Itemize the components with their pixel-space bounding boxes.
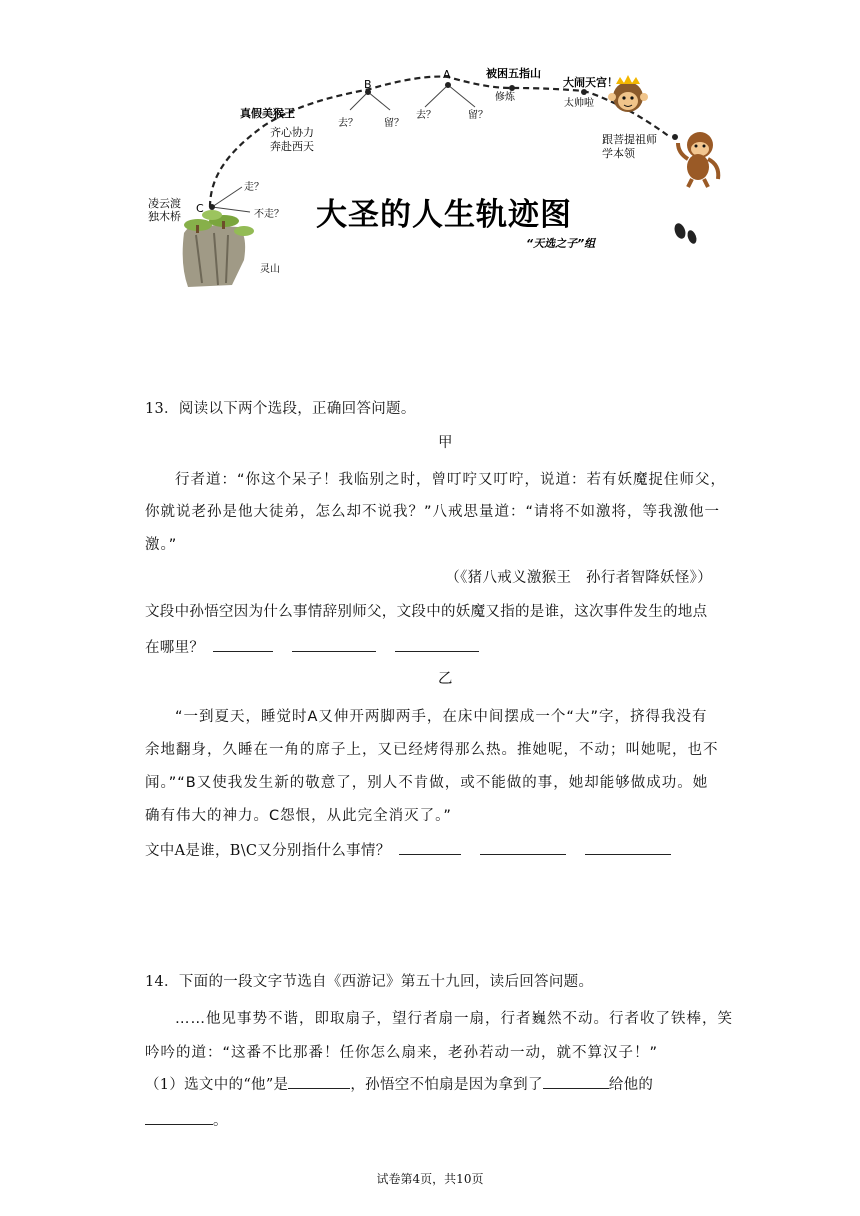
q13-jia-source: （《猪八戒义激猴王 孙行者智降妖怪》）: [445, 570, 712, 586]
q13-yi-title: 乙: [438, 671, 453, 687]
label-go-b: 去？: [338, 118, 358, 129]
node-c: C: [196, 202, 204, 215]
label-go-c: 走？: [244, 182, 264, 193]
page-footer: 试卷第4页，共10页: [376, 1172, 484, 1186]
q13-yi-q: 文中A是谁，B\C又分别指什么事情？: [145, 843, 391, 859]
label-havoc: 大闹天宫！: [563, 76, 618, 89]
monkey-icon: [678, 132, 718, 187]
answer-blank[interactable]: [399, 840, 461, 855]
q14-sub1-end: 。: [213, 1113, 228, 1129]
label-learn-2: 学本领: [602, 147, 635, 160]
node-a: A: [443, 68, 451, 81]
q13-jia-p3: 激。”: [145, 537, 178, 553]
q14-p1: ……他见事势不谐，即取扇子，望行者扇一扇，行者巍然不动。行者收了铁棒，笑: [175, 1011, 733, 1027]
label-lingshan: 灵山: [260, 264, 280, 275]
label-xiu: 修炼: [495, 92, 515, 103]
label-go-a: 去？: [416, 110, 436, 121]
q13-yi-p2: 余地翻身，久睡在一角的席子上，又已经烤得那么热。推她呢，不动；叫她呢，也不: [145, 742, 719, 758]
q13-jia-title: 甲: [438, 435, 453, 451]
answer-blank[interactable]: [213, 637, 273, 652]
q13-yi-q-line: [145, 840, 671, 860]
footprint-icon: [673, 222, 699, 245]
q13-stem: 13．阅读以下两个选段，正确回答问题。: [145, 401, 416, 417]
answer-blank[interactable]: [145, 1110, 213, 1125]
answer-blank[interactable]: [292, 637, 376, 652]
node-b: B: [364, 78, 372, 91]
answer-blank[interactable]: [585, 840, 671, 855]
q13-yi-p4: 确有伟大的神力。C怨恨，从此完全消灭了。”: [145, 808, 452, 824]
answer-blank[interactable]: [288, 1074, 350, 1089]
figure-subtitle: “天选之子”组: [526, 237, 596, 250]
q14-sub1-a: （1）选文中的“他”是: [145, 1077, 289, 1093]
answer-blank[interactable]: [543, 1074, 609, 1089]
q14-sub1-b: ，孙悟空不怕扇是因为拿到了: [350, 1077, 543, 1093]
answer-blank[interactable]: [395, 637, 479, 652]
q13-yi-p3: 闻。”“B又使我发生新的敬意了，别人不肯做，或不能做的事，她却能够做成功。她: [145, 775, 709, 791]
label-ferry-2: 独木桥: [148, 210, 181, 223]
q13-yi-p1: “一到夏天，睡觉时A又伸开两脚两手，在床中间摆成一个“大”字，挤得我没有: [175, 709, 708, 725]
q13-jia-p1: 行者道：“你这个呆子！我临别之时，曾叮咛又叮咛，说道：若有妖魔捉住师父，: [175, 472, 727, 488]
q14-sub1-line: [145, 1074, 653, 1094]
label-tai: 太帅啦: [564, 98, 594, 109]
label-stay-a: 留？: [468, 110, 488, 121]
q13-jia-p2: 你就说老孙是他大徒弟，怎么却不说我？”八戒思量道：“请将不如激将，等我激他一: [145, 504, 721, 520]
label-together-2: 奔赴西天: [270, 140, 314, 153]
label-notgo-c: 不走？: [254, 209, 284, 220]
q14-p2: 吟吟的道：“这番不比那番！任你怎么扇来，老孙若动一动，就不算汉子！”: [145, 1045, 659, 1061]
figure-title: 大圣的人生轨迹图: [316, 197, 572, 233]
label-stay-b: 留？: [384, 118, 404, 129]
label-fake-monkey: 真假美猴王: [240, 107, 295, 120]
q14-sub1-c: 给他的: [608, 1077, 654, 1093]
answer-blank[interactable]: [480, 840, 566, 855]
label-trapped: 被困五指山: [486, 67, 541, 80]
q14-sub1-line2: [145, 1110, 228, 1130]
q14-stem: 14．下面的一段文字节选自《西游记》第五十九回，读后回答问题。: [145, 974, 594, 990]
trajectory-figure: [140, 55, 740, 295]
q13-jia-q2: 在哪里？: [145, 640, 205, 656]
q13-jia-q1: 文段中孙悟空因为什么事情辞别师父，文段中的妖魔又指的是谁，这次事件发生的地点: [145, 604, 708, 620]
cliff-illustration: [183, 210, 254, 287]
label-together-1: 齐心协力: [270, 126, 314, 139]
q13-jia-q2-line: [145, 637, 479, 657]
label-learn-1: 跟菩提祖师: [602, 133, 657, 146]
label-ferry-1: 凌云渡: [148, 197, 181, 210]
